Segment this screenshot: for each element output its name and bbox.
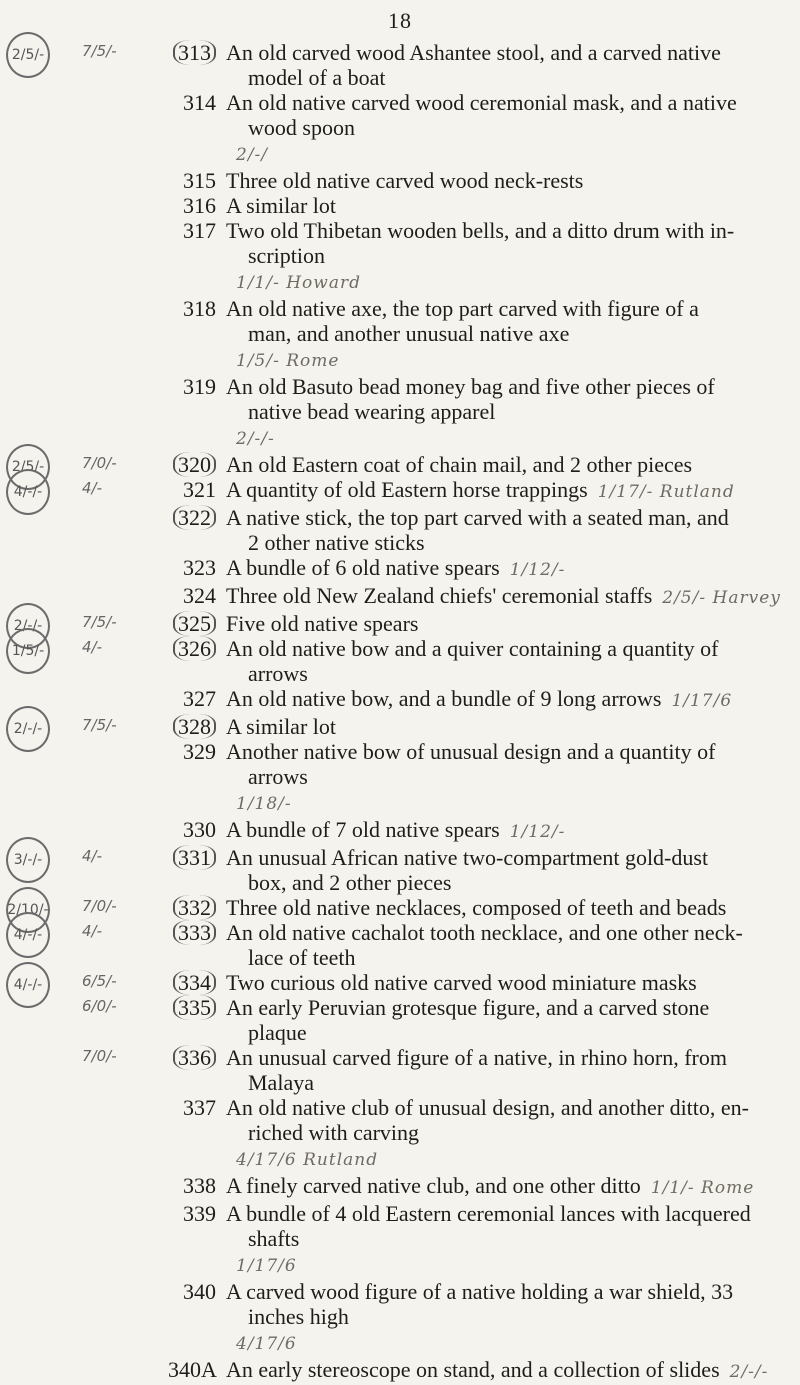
- lot-number: 335: [168, 995, 226, 1045]
- lot-entry: [168, 995, 788, 1045]
- lot-description-line: A bundle of 4 old Eastern ceremonial lances with lacquered: [226, 1201, 751, 1226]
- lot-number: 329: [183, 739, 216, 764]
- lot-description-line: shafts: [248, 1226, 300, 1251]
- lot-number: 315: [183, 168, 216, 193]
- lot-description: [226, 374, 788, 452]
- lot-description-line: An old native carved wood ceremonial mask, and a native: [226, 90, 737, 115]
- lot-number: 338: [183, 1173, 216, 1198]
- lot-description: [226, 583, 788, 611]
- lot-entry: [168, 817, 788, 845]
- lot-description: [226, 686, 788, 714]
- lot-description-line: model of a boat: [248, 65, 386, 90]
- lot-entry: [168, 895, 788, 920]
- lot-description: [226, 1095, 788, 1173]
- lot-entry: [168, 970, 788, 995]
- lot-description-line: An old native club of unusual design, and another ditto, en-: [226, 1095, 749, 1120]
- margin-price-note: 4/-: [82, 638, 103, 656]
- lot-number: 326: [168, 636, 226, 686]
- lot-description: [226, 1173, 788, 1201]
- lot-description: [226, 218, 788, 296]
- margin-price-note: 4/-: [82, 847, 103, 865]
- lot-description: [226, 636, 788, 686]
- lot-description-line: An old carved wood Ashantee stool, and a carved native: [226, 40, 721, 65]
- lot-list: [168, 40, 788, 1385]
- lot-description: [226, 817, 788, 845]
- lot-number: 321: [183, 477, 216, 502]
- lot-number: 313: [168, 40, 226, 90]
- lot-description: [226, 505, 788, 555]
- margin-price-note: 7/0/-: [82, 1047, 117, 1065]
- lot-description-line: An old native bow and a quiver containing a quantity of: [226, 636, 719, 661]
- lot-entry: [168, 739, 788, 817]
- lot-number: 324: [183, 583, 216, 608]
- lot-description-line: plaque: [248, 1020, 307, 1045]
- margin-price-note: 6/0/-: [82, 997, 117, 1015]
- margin-price-note: 4/-: [82, 479, 103, 497]
- lot-description: [226, 845, 788, 895]
- lot-entry: [168, 218, 788, 296]
- lot-entry: [168, 505, 788, 555]
- margin-oval-note: 3/-/-: [6, 837, 50, 883]
- lot-description: [226, 193, 788, 218]
- margin-oval-note: 2/-/-: [6, 603, 50, 649]
- lot-description-line: riched with carving: [248, 1120, 420, 1145]
- lot-number: 339: [183, 1201, 216, 1226]
- lot-entry: [168, 686, 788, 714]
- lot-description-line: An old Basuto bead money bag and five other pieces of: [226, 374, 715, 399]
- handwritten-price: 2/5/- Harvey: [662, 588, 781, 608]
- lot-description: [226, 477, 788, 505]
- lot-description-line: box, and 2 other pieces: [248, 870, 452, 895]
- lot-description-line: An early stereoscope on stand, and a collection of slides: [226, 1357, 720, 1382]
- lot-entry: [168, 168, 788, 193]
- lot-number: 327: [183, 686, 216, 711]
- lot-description: [226, 1357, 788, 1385]
- lot-entry: [168, 845, 788, 895]
- lot-number: 334: [168, 970, 226, 995]
- handwritten-price: 1/18/-: [236, 794, 292, 814]
- handwritten-price: 4/17/6 Rutland: [236, 1150, 379, 1170]
- lot-description-line: Two old Thibetan wooden bells, and a ditto drum with in-: [226, 218, 735, 243]
- margin-price-note: 7/0/-: [82, 454, 117, 472]
- margin-oval-note: 2/5/-: [6, 32, 50, 78]
- lot-entry: [168, 90, 788, 168]
- lot-number: 333: [168, 920, 226, 970]
- lot-description-line: A bundle of 6 old native spears: [226, 555, 500, 580]
- lot-description-line: A quantity of old Eastern horse trappings: [226, 477, 588, 502]
- margin-oval-note: 4/-/-: [6, 962, 50, 1008]
- lot-entry: [168, 1357, 788, 1385]
- lot-entry: [168, 193, 788, 218]
- lot-entry: [168, 1279, 788, 1357]
- lot-description-line: Five old native spears: [226, 611, 419, 636]
- lot-description: [226, 1045, 788, 1095]
- handwritten-price: 1/1/- Rome: [650, 1178, 755, 1198]
- lot-number: 340: [183, 1279, 216, 1304]
- lot-description-line: An old native cachalot tooth necklace, and one other neck-: [226, 920, 743, 945]
- lot-description: [226, 555, 788, 583]
- handwritten-price: 1/5/- Rome: [236, 351, 340, 371]
- lot-description: [226, 920, 788, 970]
- lot-description-line: A similar lot: [226, 193, 336, 218]
- lot-description: [226, 995, 788, 1045]
- lot-description-line: Another native bow of unusual design and a quantity of: [226, 739, 716, 764]
- margin-oval-note: 4/-/-: [6, 912, 50, 958]
- margin-oval-note: 1/5/-: [6, 628, 50, 674]
- handwritten-price: 1/17/6: [671, 691, 733, 711]
- lot-description-line: A native stick, the top part carved with a seated man, and: [226, 505, 729, 530]
- lot-number: 328: [168, 714, 226, 739]
- lot-description-line: An early Peruvian grotesque figure, and a carved stone: [226, 995, 710, 1020]
- margin-oval-note: 2/10/-: [6, 887, 50, 933]
- lot-description-line: An old native axe, the top part carved with figure of a: [226, 296, 699, 321]
- lot-entry: [168, 477, 788, 505]
- handwritten-price: 2/-/-: [729, 1362, 769, 1382]
- lot-entry: [168, 583, 788, 611]
- lot-description-line: A similar lot: [226, 714, 336, 739]
- lot-description-line: Three old New Zealand chiefs' ceremonial staffs: [226, 583, 653, 608]
- lot-description-line: inches high: [248, 1304, 349, 1329]
- lot-description-line: Three old native necklaces, composed of teeth and beads: [226, 895, 727, 920]
- lot-description: [226, 1201, 788, 1279]
- lot-number: 330: [183, 817, 216, 842]
- lot-description-line: A bundle of 7 old native spears: [226, 817, 500, 842]
- lot-description-line: arrows: [248, 764, 308, 789]
- lot-description-line: scription: [248, 243, 325, 268]
- lot-number: 319: [183, 374, 216, 399]
- lot-entry: [168, 1095, 788, 1173]
- lot-description: [226, 1279, 788, 1357]
- lot-description: [226, 168, 788, 193]
- lot-description: [226, 296, 788, 374]
- lot-number: 320: [168, 452, 226, 477]
- margin-oval-note: 4/-/-: [6, 469, 50, 515]
- lot-description-line: Two curious old native carved wood miniature masks: [226, 970, 697, 995]
- margin-oval-note: 2/5/-: [6, 444, 50, 490]
- lot-description-line: man, and another unusual native axe: [248, 321, 570, 346]
- lot-description-line: A carved wood figure of a native holding a war shield, 33: [226, 1279, 734, 1304]
- lot-description-line: native bead wearing apparel: [248, 399, 496, 424]
- lot-entry: [168, 714, 788, 739]
- margin-price-note: 7/5/-: [82, 613, 117, 631]
- lot-entry: [168, 920, 788, 970]
- margin-oval-note: 2/-/-: [6, 706, 50, 752]
- lot-description-line: 2 other native sticks: [248, 530, 425, 555]
- lot-number: 332: [168, 895, 226, 920]
- lot-number: 317: [183, 218, 216, 243]
- lot-description-line: An old Eastern coat of chain mail, and 2 other pieces: [226, 452, 693, 477]
- handwritten-price: 2/-/-: [236, 429, 275, 449]
- margin-price-note: 7/5/-: [82, 716, 117, 734]
- lot-description: [226, 739, 788, 817]
- lot-description-line: An old native bow, and a bundle of 9 long arrows: [226, 686, 662, 711]
- handwritten-price: 1/12/-: [509, 822, 566, 842]
- handwritten-price: 1/17/- Rutland: [597, 482, 735, 502]
- lot-number: 323: [183, 555, 216, 580]
- handwritten-price: 1/12/-: [509, 560, 566, 580]
- lot-description: [226, 452, 788, 477]
- lot-description: [226, 90, 788, 168]
- lot-entry: [168, 452, 788, 477]
- lot-description: [226, 40, 788, 90]
- lot-number: 322: [168, 505, 226, 555]
- handwritten-price: 1/1/- Howard: [236, 273, 361, 293]
- lot-entry: [168, 40, 788, 90]
- lot-entry: [168, 555, 788, 583]
- lot-number: 336: [168, 1045, 226, 1095]
- handwritten-price: 2/-/: [236, 145, 269, 165]
- lot-entry: [168, 1173, 788, 1201]
- lot-number: 316: [183, 193, 216, 218]
- lot-number: 318: [183, 296, 216, 321]
- margin-price-note: 6/5/-: [82, 972, 117, 990]
- lot-entry: [168, 374, 788, 452]
- lot-description-line: An unusual carved figure of a native, in rhino horn, from: [226, 1045, 727, 1070]
- lot-number: 325: [168, 611, 226, 636]
- lot-number: 331: [168, 845, 226, 895]
- lot-number: 314: [183, 90, 216, 115]
- lot-description: [226, 970, 788, 995]
- lot-entry: [168, 636, 788, 686]
- lot-description-line: arrows: [248, 661, 308, 686]
- lot-description: [226, 714, 788, 739]
- lot-entry: [168, 296, 788, 374]
- lot-description-line: Malaya: [248, 1070, 314, 1095]
- lot-entry: [168, 611, 788, 636]
- lot-description: [226, 895, 788, 920]
- lot-entry: [168, 1201, 788, 1279]
- margin-price-note: 7/5/-: [82, 42, 117, 60]
- handwritten-price: 4/17/6: [236, 1334, 297, 1354]
- lot-description-line: lace of teeth: [248, 945, 356, 970]
- lot-description-line: A finely carved native club, and one other ditto: [226, 1173, 641, 1198]
- lot-number: 340A: [168, 1357, 217, 1382]
- margin-price-note: 4/-: [82, 922, 103, 940]
- margin-price-note: 7/0/-: [82, 897, 117, 915]
- lot-description-line: An unusual African native two-compartment gold-dust: [226, 845, 709, 870]
- lot-description-line: Three old native carved wood neck-rests: [226, 168, 584, 193]
- lot-description: [226, 611, 788, 636]
- page-number: 18: [388, 8, 412, 33]
- lot-entry: [168, 1045, 788, 1095]
- handwritten-price: 1/17/6: [236, 1256, 297, 1276]
- lot-number: 337: [183, 1095, 216, 1120]
- lot-description-line: wood spoon: [248, 115, 355, 140]
